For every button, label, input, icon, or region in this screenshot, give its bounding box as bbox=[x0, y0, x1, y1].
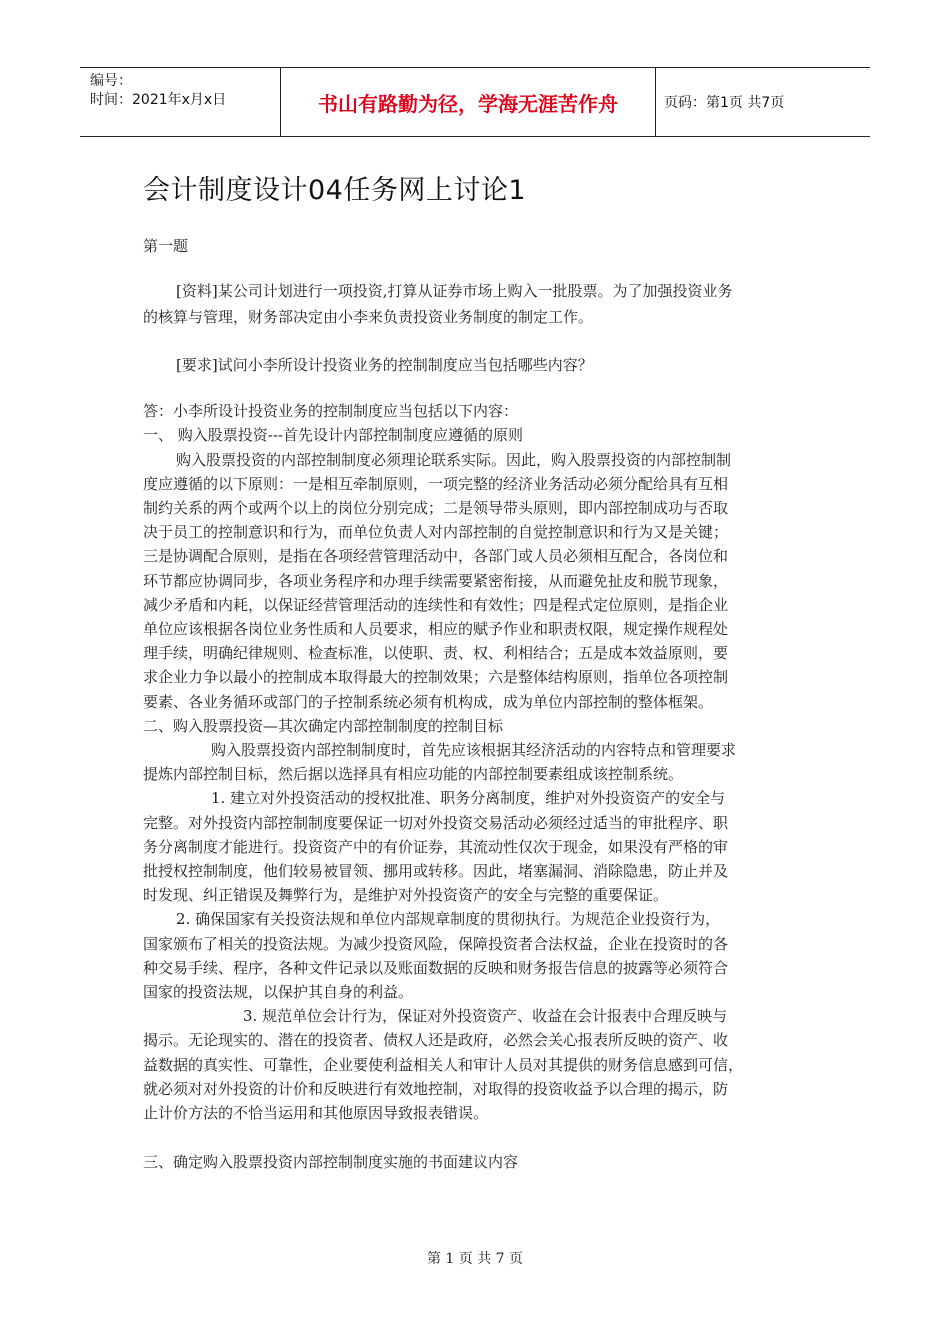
body-line: 种交易手续、程序，各种文件记录以及账面数据的反映和财务报告信息的披露等必须符合 bbox=[143, 959, 729, 977]
body-line: 求企业力争以最小的控制成本取得最大的控制效果；六是整体结构原则，指单位各项控制 bbox=[143, 668, 729, 686]
body-line: 1. 建立对外投资活动的授权批准、职务分离制度，维护对外投资资产的安全与 bbox=[211, 789, 726, 807]
body-line: 国家的投资法规，以保护其自身的利益。 bbox=[143, 983, 414, 1001]
body-line: 三、确定购入股票投资内部控制制度实施的书面建议内容 bbox=[143, 1153, 519, 1171]
body-line: 完整。对外投资内部控制制度要保证一切对外投资交易活动必须经过适当的审批程序、职 bbox=[143, 814, 729, 832]
body-line: 揭示。无论现实的、潜在的投资者、债权人还是政府，必然会关心报表所反映的资产、收 bbox=[143, 1031, 729, 1049]
body-line: 要素、各业务循环或部门的子控制系统必须有机构成，成为单位内部控制的整体框架。 bbox=[143, 693, 714, 711]
body-line: 答：小李所设计投资业务的控制制度应当包括以下内容： bbox=[143, 402, 519, 420]
date-label: 时间：2021年x月x日 bbox=[90, 92, 227, 108]
body-line: 提炼内部控制目标，然后据以选择具有相应功能的内部控制要素组成该控制系统。 bbox=[143, 765, 684, 783]
body-line: 环节都应协调同步，各项业务程序和办理手续需要紧密衔接，从而避免扯皮和脱节现象， bbox=[143, 572, 729, 590]
body-line: 三是协调配合原则，是指在各项经营管理活动中，各部门或人员必须相互配合，各岗位和 bbox=[143, 547, 729, 565]
body-line: 减少矛盾和内耗，以保证经营管理活动的连续性和有效性；四是程式定位原则，是指企业 bbox=[143, 596, 729, 614]
header-meta bbox=[80, 68, 280, 136]
document-header bbox=[80, 67, 870, 137]
body-line: 单位应该根据各岗位业务性质和人员要求，相应的赋予作业和职责权限，规定操作规程处 bbox=[143, 620, 729, 638]
body-line: 务分离制度才能进行。投资资产中的有价证券，其流动性仅次于现金，如果没有严格的审 bbox=[143, 838, 729, 856]
body-line: 3. 规范单位会计行为，保证对外投资资产、收益在会计报表中合理反映与 bbox=[243, 1007, 728, 1025]
body-line: 国家颁布了相关的投资法规。为减少投资风险，保障投资者合法权益，企业在投资时的各 bbox=[143, 935, 729, 953]
body-line: 度应遵循的以下原则：一是相互牵制原则，一项完整的经济业务活动必须分配给具有互相 bbox=[143, 475, 729, 493]
body-line: [要求]试问小李所设计投资业务的控制制度应当包括哪些内容？ bbox=[176, 356, 593, 374]
motto: 书山有路勤为径，学海无涯苦作舟 bbox=[280, 68, 656, 136]
body-line: 就必须对对外投资的计价和反映进行有效地控制，对取得的投资收益予以合理的揭示，防 bbox=[143, 1080, 729, 1098]
body-line: 批授权控制制度，他们较易被冒领、挪用或转移。因此，堵塞漏洞、消除隐患，防止并及 bbox=[143, 862, 729, 880]
body-line: 的核算与管理，财务部决定由小李来负责投资业务制度的制定工作。 bbox=[143, 308, 594, 326]
body-line: 2. 确保国家有关投资法规和单位内部规章制度的贯彻执行。为规范企业投资行为， bbox=[176, 910, 721, 928]
body-line: 第一题 bbox=[143, 237, 189, 255]
body-line: 购入股票投资的内部控制制度必须理论联系实际。因此，购入股票投资的内部控制制 bbox=[176, 451, 732, 469]
body-line: 理手续，明确纪律规则、检查标准，以使职、责、权、利相结合；五是成本效益原则，要 bbox=[143, 644, 729, 662]
number-label: 编号： bbox=[90, 73, 132, 89]
body-line: 制约关系的两个或两个以上的岗位分别完成；二是领导带头原则，即内部控制成功与否取 bbox=[143, 499, 729, 517]
document-title: 会计制度设计04任务网上讨论1 bbox=[143, 175, 527, 206]
page-footer: 第 1 页 共 7 页 bbox=[426, 1251, 524, 1267]
body-line: [资料]某公司计划进行一项投资,打算从证券市场上购入一批股票。为了加强投资业务 bbox=[176, 282, 733, 300]
body-line: 购入股票投资内部控制制度时，首先应该根据其经济活动的内容特点和管理要求 bbox=[211, 741, 737, 759]
body-line: 止计价方法的不恰当运用和其他原因导致报表错误。 bbox=[143, 1104, 489, 1122]
body-line: 决于员工的控制意识和行为，而单位负责人对内部控制的自觉控制意识和行为又是关键； bbox=[143, 523, 729, 541]
page-info: 页码：第1页 共7页 bbox=[664, 95, 785, 111]
body-line: 一、 购入股票投资---首先设计内部控制制度应遵循的原则 bbox=[143, 426, 523, 444]
body-line: 时发现、纠正错误及舞弊行为，是维护对外投资资产的安全与完整的重要保证。 bbox=[143, 886, 669, 904]
body-line: 二、购入股票投资—其次确定内部控制制度的控制目标 bbox=[143, 717, 504, 735]
body-line: 益数据的真实性、可靠性，企业要使利益相关人和审计人员对其提供的财务信息感到可信， bbox=[143, 1056, 744, 1074]
